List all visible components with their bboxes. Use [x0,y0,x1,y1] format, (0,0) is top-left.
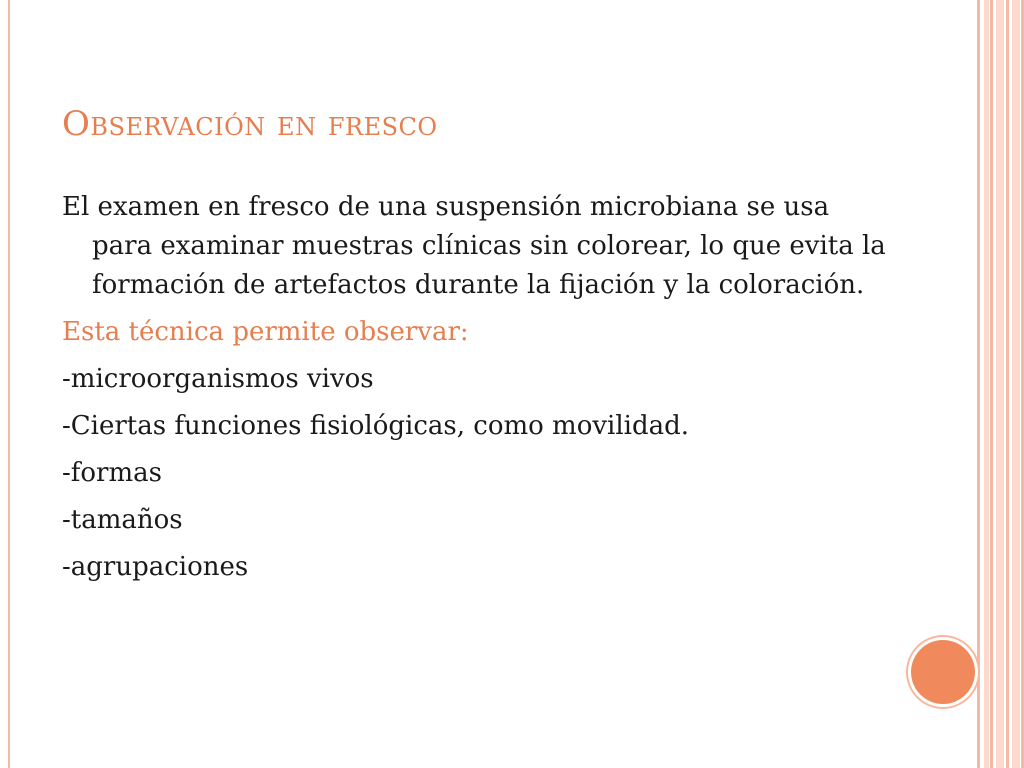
right-decorative-stripe [996,0,1004,768]
list-intro: Esta técnica permite observar: [62,317,469,347]
body-paragraph: El examen en fresco de una suspensión microbiana se usa para examinar muestras clínicas sin colorear, lo que evita la formación de artefactos durante la fijación y la coloración. [62,192,886,300]
right-decorative-stripe [977,0,980,768]
list-item: -agrupaciones [62,552,249,582]
list-item: -microorganismos vivos [62,364,374,394]
right-decorative-stripe [984,0,989,768]
slide-title: Observación en fresco [62,104,438,144]
decorative-circle-icon [911,640,975,704]
list-item: -tamaños [62,505,183,535]
slide-body [62,188,892,595]
list-item: -formas [62,458,162,488]
list-item: -Ciertas funciones fisiológicas, como movilidad. [62,411,690,441]
left-decorative-rule [8,0,10,768]
right-decorative-stripe [1012,0,1020,768]
right-decorative-stripe [990,0,993,768]
right-decorative-stripe [1006,0,1009,768]
